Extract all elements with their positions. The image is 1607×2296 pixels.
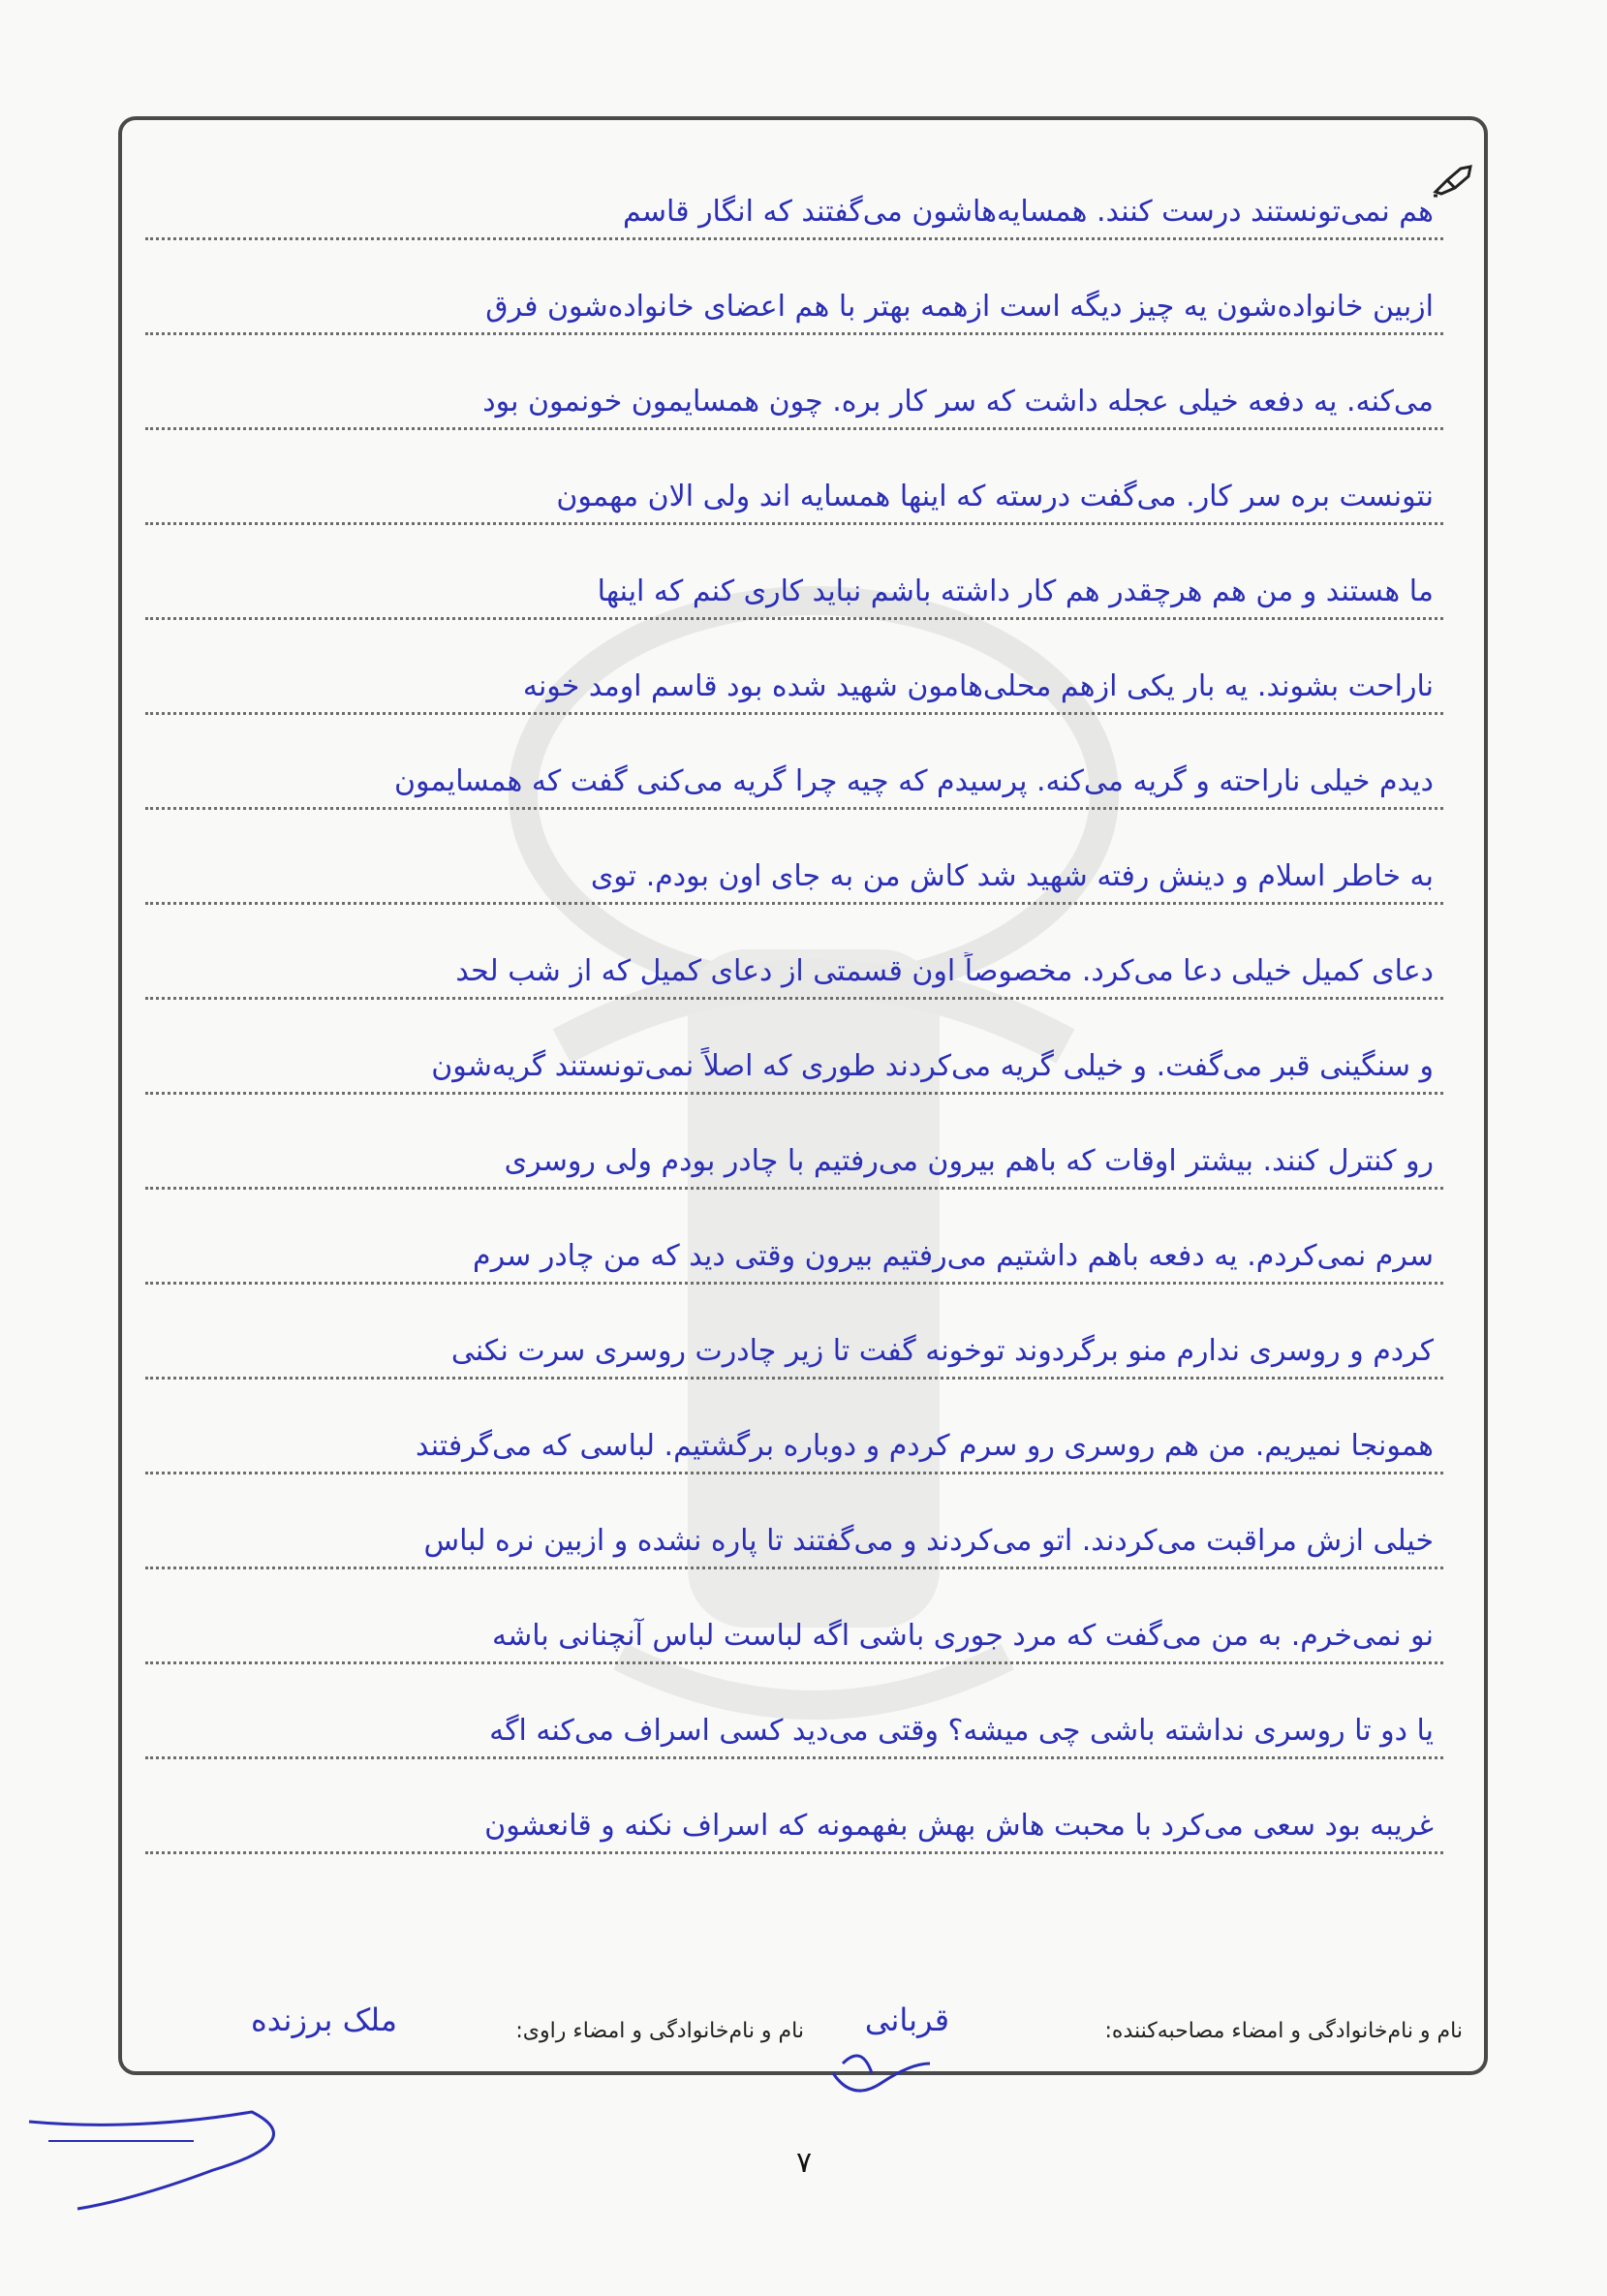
handwritten-text-line: می‌کنه. یه دفعه خیلی عجله داشت که سر کار بره. چون همسایمون خونمون بود [482,385,1434,419]
ruled-line [145,335,1443,430]
ruled-line [145,1474,1443,1569]
ruled-line [145,1569,1443,1664]
handwritten-text-line: و سنگینی قبر می‌گفت. و خیلی گریه می‌کردند طوری که اصلاً نمی‌تونستند گریه‌شون [431,1049,1434,1083]
handwritten-text-line: نو نمی‌خرم. به من می‌گفت که مرد جوری باشی اگه لباست لباس آنچنانی باشه [492,1619,1434,1653]
ruled-line [145,145,1443,240]
handwritten-text-line: رو کنترل کنند. بیشتر اوقات که باهم بیرون می‌رفتیم با چادر بودم ولی روسری [504,1144,1434,1178]
signature-scribble [19,2102,329,2218]
handwritten-text-line: یا دو تا روسری نداشته باشی چی میشه؟ وقتی می‌دید کسی اسراف می‌کنه اگه [489,1714,1434,1748]
signature-scribble [823,2034,940,2112]
handwritten-text-line: همونجا نمیریم. من هم روسری رو سرم کردم و دوباره برگشتیم. لباسی که می‌گرفتند [415,1429,1434,1463]
ruled-line [145,430,1443,525]
handwritten-text-line: به خاطر اسلام و دینش رفته شهید شد کاش من به جای اون بودم. توی [590,859,1434,893]
ruled-line [145,1285,1443,1380]
ruled-line [145,240,1443,335]
ruled-line [145,810,1443,905]
handwritten-text-line: ازبین خانواده‌شون یه چیز دیگه است ازهمه بهتر با هم اعضای خانواده‌شون فرق [485,290,1434,324]
handwritten-text-line: دیدم خیلی ناراحته و گریه می‌کنه. پرسیدم که چیه چرا گریه می‌کنی گفت که همسایمون [394,764,1434,798]
handwritten-text-line: غریبه بود سعی می‌کرد با محبت هاش بهش بفهمونه که اسراف نکنه و قانعشون [484,1809,1434,1843]
handwritten-text-line: ناراحت بشوند. یه بار یکی ازهم محلی‌هامون شهید شده بود قاسم اومد خونه [522,669,1434,703]
handwritten-text-line: هم نمی‌تونستند درست کنند. همسایه‌هاشون می‌گفتند که انگار قاسم [622,195,1434,229]
interviewer-label: نام و نام‌خانوادگی و امضاء مصاحبه‌کننده: [1104,2019,1463,2043]
narrator-label: نام و نام‌خانوادگی و امضاء راوی: [515,2019,804,2043]
ruled-line [145,1664,1443,1759]
signature-footer [136,2001,1472,2060]
ruled-line [145,1000,1443,1095]
ruled-line [145,1759,1443,1854]
ruled-line [145,1380,1443,1474]
narrator-signature: ملک برزنده [250,2001,397,2038]
handwritten-text-line: کردم و روسری ندارم منو برگردوند توخونه گفت تا زیر چادرت روسری سرت نکنی [450,1334,1434,1368]
handwritten-text-line: خیلی ازش مراقبت می‌کردند. اتو می‌کردند و می‌گفتند تا پاره نشده و ازبین نره لباس [423,1524,1434,1558]
page-number: ۷ [795,2146,813,2180]
ruled-line [145,1190,1443,1285]
handwritten-text-line: نتونست بره سر کار. می‌گفت درسته که اینها همسایه اند ولی الان مهمون [556,480,1434,513]
ruled-line [145,525,1443,620]
handwritten-text-line: سرم نمی‌کردم. یه دفعه باهم داشتیم می‌رفتیم بیرون وقتی دید که من چادر سرم [473,1239,1434,1273]
ruled-line [145,1095,1443,1190]
handwritten-lines [145,145,1443,1854]
ruled-line [145,905,1443,1000]
ruled-line [145,715,1443,810]
interviewer-signature: قربانی [864,2001,949,2038]
handwritten-text-line: دعای کمیل خیلی دعا می‌کرد. مخصوصاً اون قسمتی از دعای کمیل که از شب لحد [455,954,1434,988]
ruled-line [145,620,1443,715]
handwritten-text-line: ما هستند و من هم هرچقدر هم کار داشته باشم نباید کاری کنم که اینها [597,574,1434,608]
